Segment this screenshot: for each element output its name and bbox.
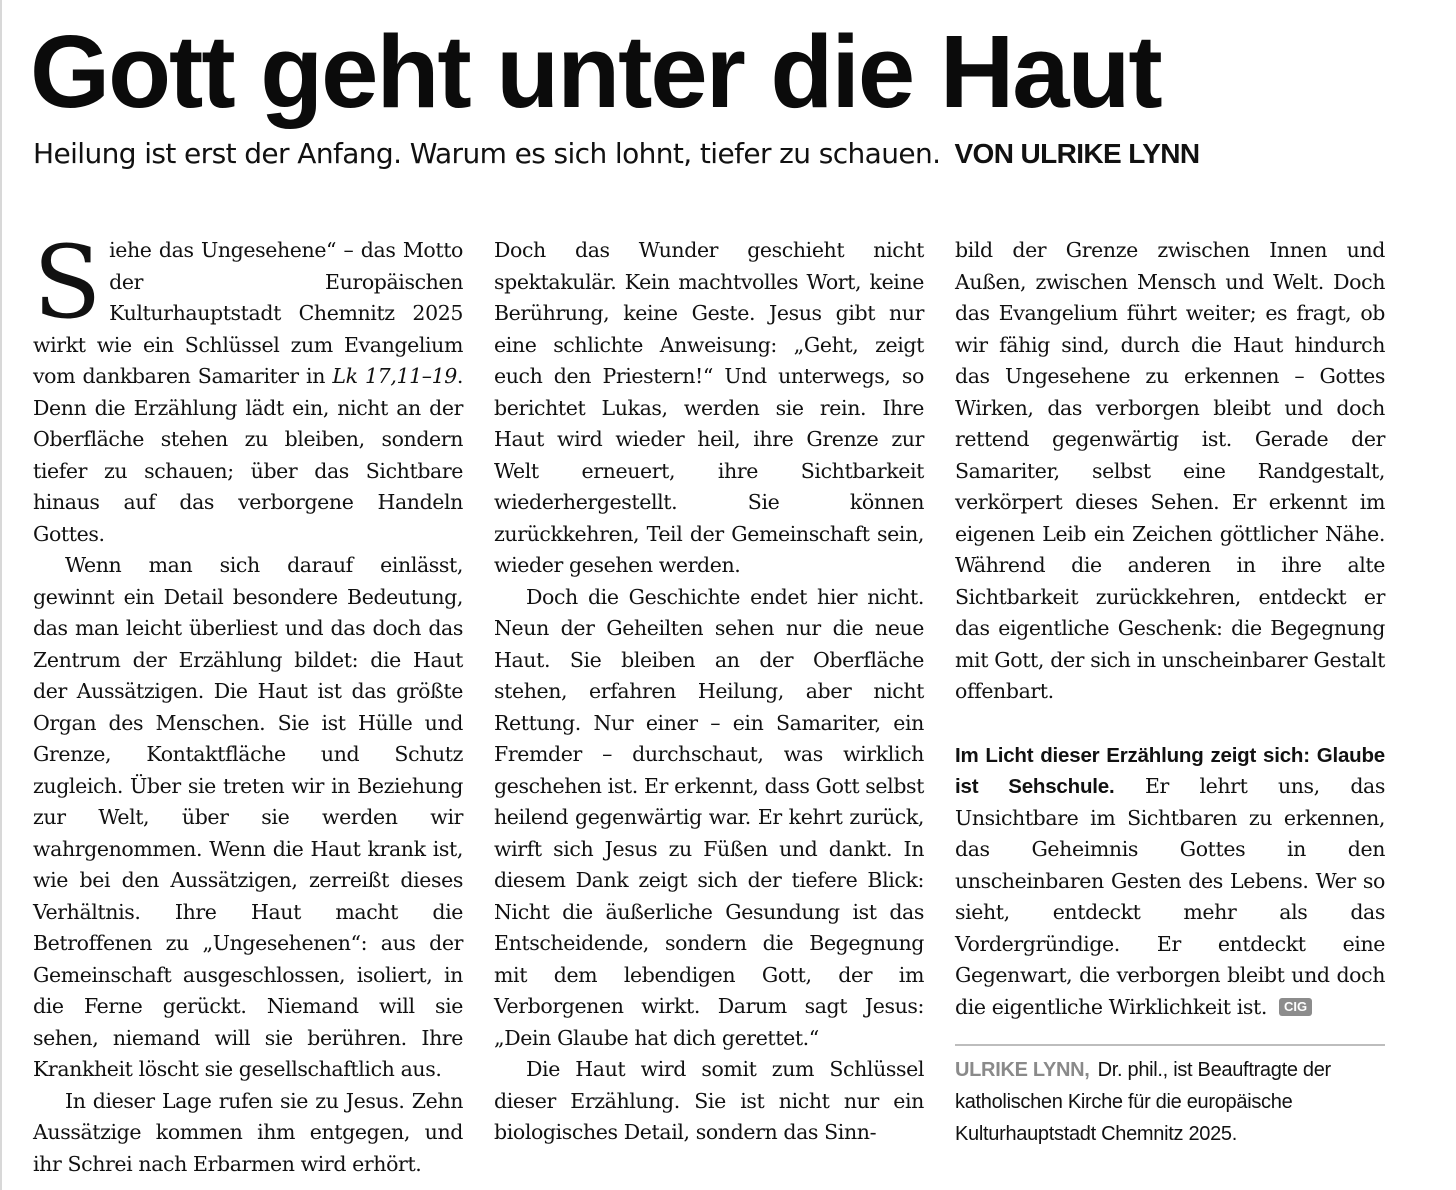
paragraph-text: Er lehrt uns, das Unsichtbare im Sichtbaren zu erkennen, das Geheimnis Gottes in den unscheinbaren Gesten des Lebens. Wer so sieht, entdeckt mehr als das Vordergründige. Er entdeckt eine Gegenwart, die verborgen bleibt und doch die eigentliche Wirklichkeit ist. [955, 774, 1385, 1019]
paragraph: Doch das Wunder geschieht nicht spektakulär. Kein machtvolles Wort, keine Berührung, keine Geste. Jesus gibt nur eine schlichte Anweisung: „Geht, zeigt euch den Priestern!“ Und unterwegs, so berichtet Lukas, werden sie rein. Ihre Haut wird wieder heil, ihre Grenze zur Welt erneuert, ihre Sichtbarkeit wiederhergestellt. Sie können zurückkehren, Teil der Gemeinschaft sein, wieder gesehen werden. [494, 238, 924, 577]
paragraph [33, 224, 463, 550]
article-column-3 [955, 235, 1385, 1023]
bio-text: Dr. phil., ist Beauftragte der katholischen Kirche für die europäische Kulturhauptstadt Chemnitz 2025. [955, 1059, 1331, 1145]
source-tag: CIG [1279, 998, 1312, 1016]
article-byline: VON ULRIKE LYNN [954, 138, 1200, 169]
bio-divider [955, 1044, 1385, 1046]
paragraph-text: iehe das Ungesehene“ – das Motto der Europäischen Kulturhauptstadt Chemnitz 2025 wirkt wie ein Schlüssel zum Evangelium vom dankbaren Samariter in [33, 238, 463, 388]
drop-cap: S [33, 224, 102, 341]
paragraph: Die Haut wird somit zum Schlüssel dieser Erzählung. Sie ist nicht nur ein biologisches Detail, sondern das Sinn- [494, 1057, 924, 1144]
page-edge-rule [0, 0, 2, 1190]
paragraph: In dieser Lage rufen sie zu Jesus. Zehn Aussätzige kommen ihm entgegen, und ihr Schrei nach Erbarmen wird erhört. [33, 1088, 463, 1176]
article-subhead [33, 134, 1200, 174]
lead-in-bold: Im Licht dieser Erzählung zeigt sich: Glaube ist Sehschule. [955, 743, 1385, 798]
paragraph [955, 740, 1385, 1024]
paragraph: bild der Grenze zwischen Innen und Außen, zwischen Mensch und Welt. Doch das Evangelium führt weiter; es fragt, ob wir fähig sind, durch die Haut hindurch das Ungesehene zu erkennen – Gottes Wirken, das verborgen bleibt und doch rettend gegenwärtig ist. Gerade der Samariter, selbst eine Randgestalt, verkörpert dieses Sehen. Er erkennt im eigenen Leib ein Zeichen göttlicher Nähe. Während die anderen in ihre alte Sichtbarkeit zurückkehren, entdeckt er das eigentliche Geschenk: die Begegnung mit Gott, der sich in unscheinbarer Gestalt offenbart. [955, 238, 1385, 703]
paragraph-gap [955, 708, 1385, 740]
article-headline: Gott geht unter die Haut [30, 14, 1161, 129]
subhead-text: Heilung ist erst der Anfang. Warum es sich lohnt, tiefer zu schauen. [33, 137, 941, 170]
article-column-1 [33, 224, 463, 1180]
author-bio [955, 1054, 1395, 1150]
paragraph: Wenn man sich darauf einlässt, gewinnt ein Detail besondere Bedeutung, das man leicht überliest und das doch das Zentrum der Erzählung bildet: die Haut der Aussätzigen. Die Haut ist das größte Organ des Menschen. Sie ist Hülle und Grenze, Kontaktfläche und Schutz zugleich. Über sie treten wir in Beziehung zur Welt, über sie werden wir wahrgenommen. Wenn die Haut krank ist, wie bei den Aussätzigen, zerreißt dieses Verhältnis. Ihre Haut macht die Betroffenen zu „Ungesehenen“: aus der Gemeinschaft ausgeschlossen, isoliert, in die Ferne gerückt. Niemand will sie sehen, niemand will sie berühren. Ihre Krankheit löscht sie gesellschaftlich aus. [33, 553, 463, 1081]
paragraph: Doch die Geschichte endet hier nicht. Neun der Geheilten sehen nur die neue Haut. Sie bleiben an der Oberfläche stehen, erfahren Heilung, aber nicht Rettung. Nur einer – ein Samariter, ein Fremder – durchschaut, was wirklich geschehen ist. Er erkennt, dass Gott selbst heilend gegenwärtig war. Er kehrt zurück, wirft sich Jesus zu Füßen und dankt. In diesem Dank zeigt sich der tiefere Blick: Nicht die äußerliche Gesundung ist das Entscheidende, sondern die Begegnung mit dem lebendigen Gott, der im Verborgenen wirkt. Darum sagt Jesus: „Dein Glaube hat dich gerettet.“ [494, 584, 924, 1050]
bio-author-name: ULRIKE LYNN, [955, 1059, 1090, 1081]
article-column-2 [494, 235, 924, 1149]
bible-reference: Lk 17,11–19 [332, 364, 457, 388]
paragraph-text: . Denn die Erzählung lädt ein, nicht an der Oberfläche stehen zu bleiben, sondern tiefer zu schauen; über das Sichtbare hinaus auf das verborgene Handeln Gottes. [33, 364, 463, 546]
